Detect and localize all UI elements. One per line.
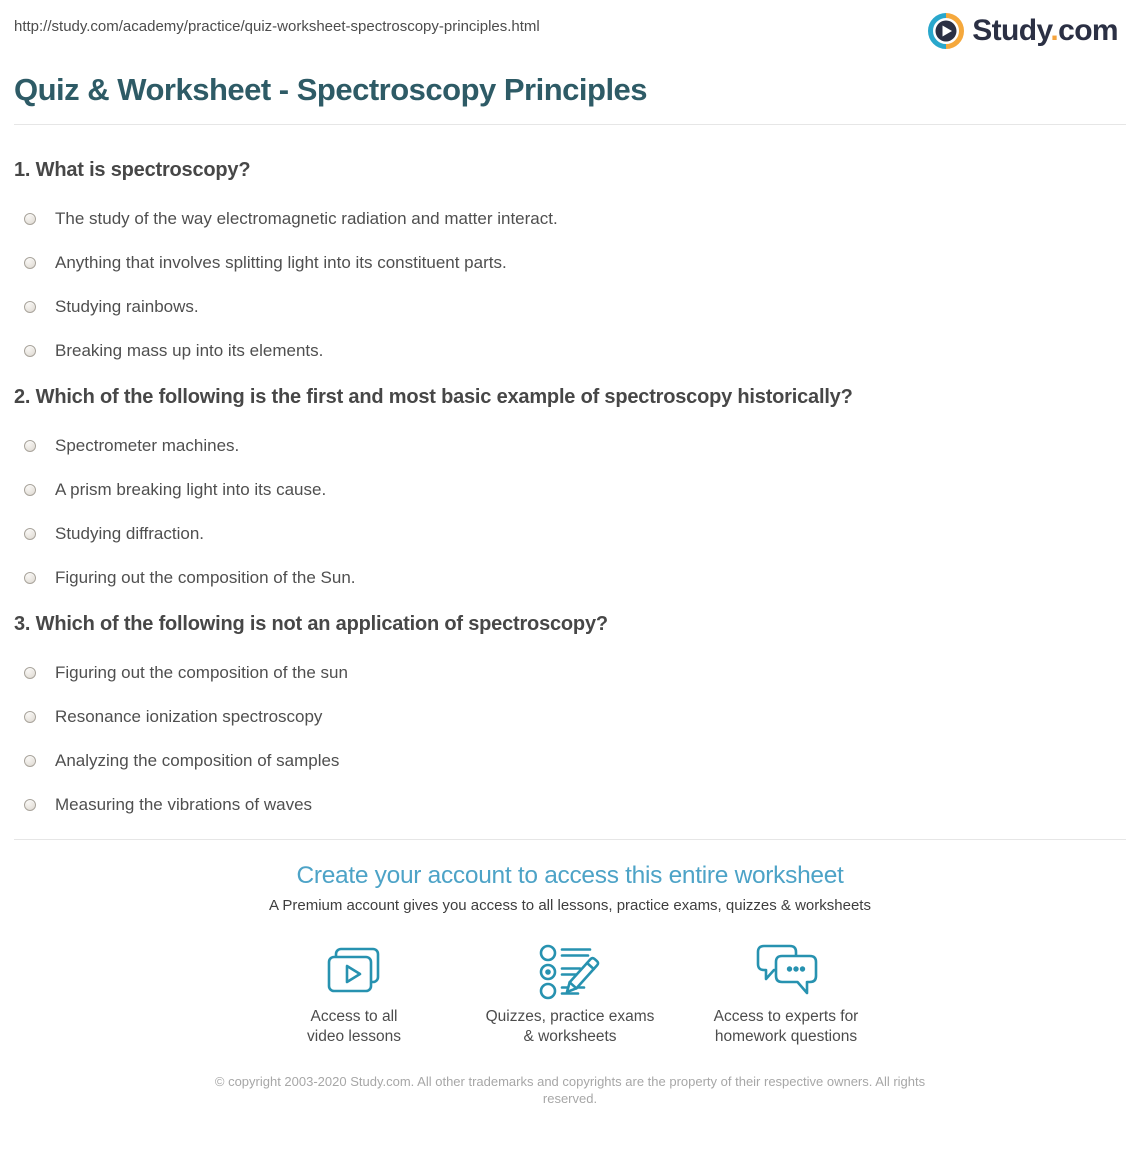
question-1-option-3[interactable]: [14, 297, 1126, 317]
page-title: Quiz & Worksheet - Spectroscopy Principles: [14, 72, 648, 107]
question-2-heading: 2. Which of the following is the first and most basic example of spectroscopy historically?: [14, 386, 853, 408]
cta-heading: Create your account to access this entire worksheet: [296, 862, 844, 889]
quizzes-worksheets-icon: [470, 941, 670, 1003]
question-2-option-3[interactable]: [14, 524, 1126, 544]
cta-section: [0, 861, 1140, 1047]
question-3: [14, 612, 1126, 815]
radio-button[interactable]: [24, 301, 36, 313]
video-lessons-icon: [254, 941, 454, 1003]
option-label: Analyzing the composition of samples: [55, 751, 340, 770]
option-label: Studying rainbows.: [55, 297, 199, 316]
feature-list: [0, 941, 1140, 1047]
question-3-option-3[interactable]: [14, 751, 1126, 771]
cta-subheading: A Premium account gives you access to all lessons, practice exams, quizzes & worksheets: [269, 897, 871, 914]
radio-button[interactable]: [24, 711, 36, 723]
play-circle-logo-icon: [927, 12, 965, 50]
question-1-option-4[interactable]: [14, 341, 1126, 361]
option-label: A prism breaking light into its cause.: [55, 480, 327, 499]
radio-button[interactable]: [24, 440, 36, 452]
feature-label: Access to experts for homework questions: [713, 1008, 859, 1045]
question-3-option-4[interactable]: [14, 795, 1126, 815]
title-divider: [14, 124, 1126, 125]
option-label: The study of the way electromagnetic radiation and matter interact.: [55, 209, 558, 228]
cta-divider: [14, 839, 1126, 840]
quiz-content: [0, 158, 1140, 815]
page-header: [0, 0, 1140, 50]
question-3-heading: 3. Which of the following is not an application of spectroscopy?: [14, 613, 608, 635]
question-2-option-4[interactable]: [14, 568, 1126, 588]
question-1-option-2[interactable]: [14, 253, 1126, 273]
radio-button[interactable]: [24, 528, 36, 540]
question-3-option-1[interactable]: [14, 663, 1126, 683]
option-label: Anything that involves splitting light into its constituent parts.: [55, 253, 507, 272]
question-1-option-1[interactable]: [14, 209, 1126, 229]
radio-button[interactable]: [24, 667, 36, 679]
copyright-text: © copyright 2003-2020 Study.com. All other trademarks and copyrights are the property of their respective owners. All rights reserved.: [214, 1074, 926, 1106]
feature-video-lessons: [254, 941, 454, 1047]
option-label: Spectrometer machines.: [55, 436, 240, 455]
radio-button[interactable]: [24, 799, 36, 811]
question-1: [14, 158, 1126, 361]
radio-button[interactable]: [24, 213, 36, 225]
radio-button[interactable]: [24, 572, 36, 584]
feature-label: Quizzes, practice exams & worksheets: [485, 1008, 655, 1045]
logo-dot: .: [1050, 14, 1059, 47]
feature-quizzes-worksheets: [470, 941, 670, 1047]
question-2: [14, 385, 1126, 588]
question-2-option-1[interactable]: [14, 436, 1126, 456]
feature-expert-chat: [686, 941, 886, 1047]
question-2-option-2[interactable]: [14, 480, 1126, 500]
option-label: Breaking mass up into its elements.: [55, 341, 324, 360]
radio-button[interactable]: [24, 484, 36, 496]
radio-button[interactable]: [24, 345, 36, 357]
chat-experts-icon: [686, 941, 886, 1003]
page-url: http://study.com/academy/practice/quiz-worksheet-spectroscopy-principles.html: [14, 18, 540, 35]
radio-button[interactable]: [24, 755, 36, 767]
question-3-option-2[interactable]: [14, 707, 1126, 727]
radio-button[interactable]: [24, 257, 36, 269]
option-label: Figuring out the composition of the Sun.: [55, 568, 356, 587]
logo-wordmark: Study.com: [972, 14, 1118, 47]
option-label: Figuring out the composition of the sun: [55, 663, 348, 682]
feature-label: Access to all video lessons: [307, 1008, 401, 1045]
question-1-heading: 1. What is spectroscopy?: [14, 159, 251, 181]
option-label: Studying diffraction.: [55, 524, 204, 543]
study-logo[interactable]: [927, 12, 1118, 50]
option-label: Measuring the vibrations of waves: [55, 795, 313, 814]
option-label: Resonance ionization spectroscopy: [55, 707, 323, 726]
